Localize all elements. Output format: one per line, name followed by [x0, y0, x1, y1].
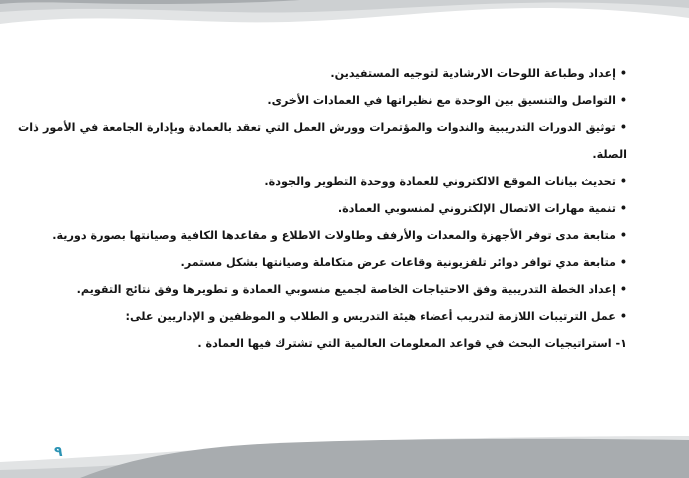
bullet-item: • تنمية مهارات الاتصال الإلكتروني لمنسوبي العمادة. — [337, 202, 627, 215]
bullet-item: • إعداد وطباعة اللوحات الارشادية لتوجيه المستفيدين. — [330, 67, 627, 80]
bullet-item: • متابعة مدي توافر دوائر تلفزيونية وقاعات عرض متكاملة وصيانتها بشكل مستمر. — [180, 256, 627, 269]
document-body — [18, 60, 627, 357]
bullet-item: • عمل الترتيبات اللازمة لتدريب أعضاء هيئة التدريس و الطلاب و الموظفين و الإداريين على: — [125, 310, 627, 323]
footer-decoration — [0, 436, 689, 478]
numbered-item: ١- استراتيجيات البحث في قواعد المعلومات العالمية التي تشترك فيها العمادة . — [197, 337, 627, 350]
bullet-item: • تحديث بيانات الموقع الالكتروني للعمادة ووحدة التطوير والجودة. — [264, 175, 627, 188]
bullet-item: • التواصل والتنسيق بين الوحدة مع نظيراتها في العمادات الأخرى. — [267, 94, 627, 107]
page-number: ٩ — [54, 444, 63, 460]
bullet-item: • إعداد الخطة التدريبية وفق الاحتياجات الخاصة لجميع منسوبي العمادة و تطويرها وفق نتائج التقويم. — [76, 283, 627, 296]
bullet-item: • توثيق الدورات التدريبية والندوات والمؤتمرات وورش العمل التي تعقد بالعمادة وبإدارة الجامعة في الأمور ذات الصلة. — [18, 121, 627, 161]
header-decoration — [0, 0, 689, 60]
bullet-item: • متابعة مدى توفر الأجهزة والمعدات والأرفف وطاولات الاطلاع و مقاعدها الكافية وصيانتها بصورة دورية. — [52, 229, 627, 242]
